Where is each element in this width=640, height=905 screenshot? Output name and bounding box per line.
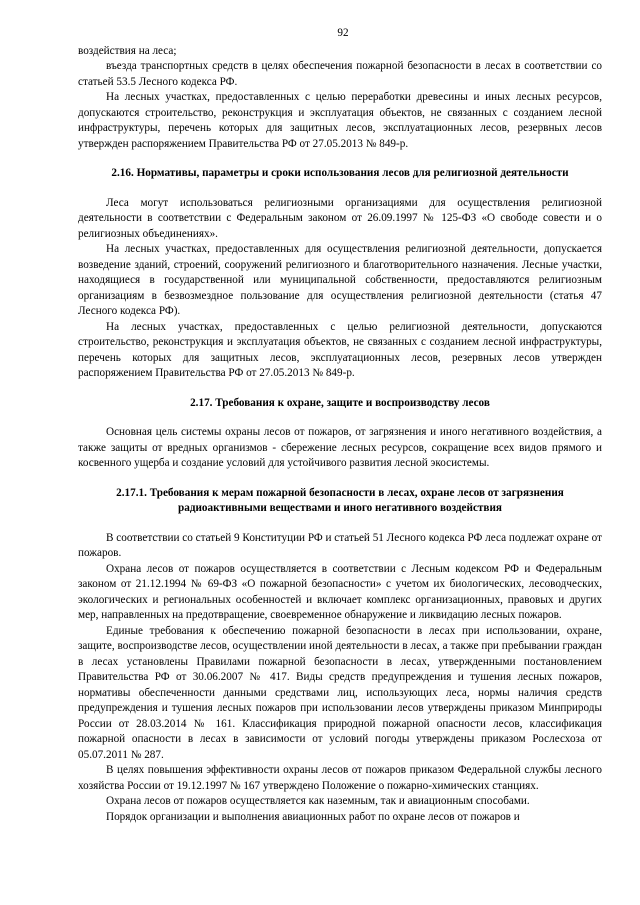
paragraph: В соответствии со статьей 9 Конституции РФ и статьей 51 Лесного кодекса РФ леса подлежат охране от пожаров. (78, 531, 603, 559)
section-heading-2-17-1: 2.17.1. Требования к мерам пожарной безопасности в лесах, охране лесов от загрязнения радиоактивными веществами и иного негативного воздействия (116, 486, 564, 514)
paragraph: Леса могут использоваться религиозными организациями для осуществления религиозной деятельности в соответствии с Федеральным законом от 26.09.1997 № 125-ФЗ «О свободе совести и о религиозных объединениях». (78, 196, 602, 240)
paragraph: На лесных участках, предоставленных для осуществления религиозной деятельности, допускается возведение зданий, строений, сооружений религиозного и благотворительного назначения. Лесные участки, находящиеся в государственной или муниципальной собственности, предоставляются религиозным организациям в безвозмездное пользование для осуществления религиозной деятельности (статья 47 Лесного кодекса РФ). (78, 243, 602, 317)
paragraph: На лесных участках, предоставленных с целью религиозной деятельности, допускаются строительство, реконструкция и эксплуатация объектов, не связанных с созданием лесной инфраструктуры, перечень которых для защитных лесов, эксплуатационных лесов, резервных лесов утвержден распоряжением Правительства РФ от 27.05.2013 № 849-р. (78, 320, 602, 379)
paragraph: В целях повышения эффективности охраны лесов от пожаров приказом Федеральной службы лесного хозяйства России от 19.12.1997 № 167 утверждено Положение о пожарно-химических станциях. (78, 764, 602, 792)
paragraph: На лесных участках, предоставленных с целью переработки древесины и иных лесных ресурсов, допускаются строительство, реконструкция и эксплуатация объектов, не связанных с созданием лесной инфраструктуры, перечень которых для защитных лесов, эксплуатационных лесов, резервных лесов утвержден распоряжением Правительства РФ от 27.05.2013 № 849-р. (78, 91, 602, 150)
paragraph: Единые требования к обеспечению пожарной безопасности в лесах при использовании, охране, защите, воспроизводстве лесов, осуществлении иной деятельности в лесах, а также при пребывании граждан в лесах установлены Правилами пожарной безопасности в лесах, утвержденными постановлением Правительства РФ от 30.06.2007 № 417. Виды средств предупреждения и тушения лесных пожаров, нормативы обеспеченности данными средствами лиц, использующих леса, нормы наличия средств предупреждения и тушения лесных пожаров при использовании лесов утверждены приказом Минприроды России от 28.03.2014 № 161. Классификация природной пожарной опасности лесов, классификация пожарной опасности в лесах в зависимости от условий погоды утверждены приказом Рослесхоза от 05.07.2011 № 287. (78, 624, 602, 761)
paragraph: Порядок организации и выполнения авиационных работ по охране лесов от пожаров и (106, 810, 520, 823)
paragraph: Охрана лесов от пожаров осуществляется как наземным, так и авиационным способами. (106, 795, 530, 807)
paragraph: воздействия на леса; (78, 44, 177, 57)
section-heading-2-17: 2.17. Требования к охране, защите и воспроизводству лесов (190, 396, 490, 409)
paragraph: въезда транспортных средств в целях обеспечения пожарной безопасности в лесах в соответствии со статьей 53.5 Лесного кодекса РФ. (78, 60, 602, 88)
paragraph: Основная цель системы охраны лесов от пожаров, от загрязнения и иного негативного воздействия, а также защиты от вредных организмов - сбережение лесных ресурсов, сокращение всех видов прямого и косвенного ущерба и создание условий для устойчивого развития лесной экосистемы. (78, 426, 602, 469)
paragraph: Охрана лесов от пожаров осуществляется в соответствии с Лесным кодексом РФ и Федеральным законом от 21.12.1994 № 69-ФЗ «О пожарной безопасности» с учетом их биологических, лесоводческих, экологических и региональных особенностей и включает комплекс организационных, правовых и других мер, направленных на предотвращение, своевременное обнаружение и ликвидацию лесных пожаров. (78, 562, 602, 621)
document-page (78, 0, 602, 825)
section-heading-2-16: 2.16. Нормативы, параметры и сроки использования лесов для религиозной деятельности (111, 167, 569, 179)
page-number: 92 (337, 27, 349, 39)
